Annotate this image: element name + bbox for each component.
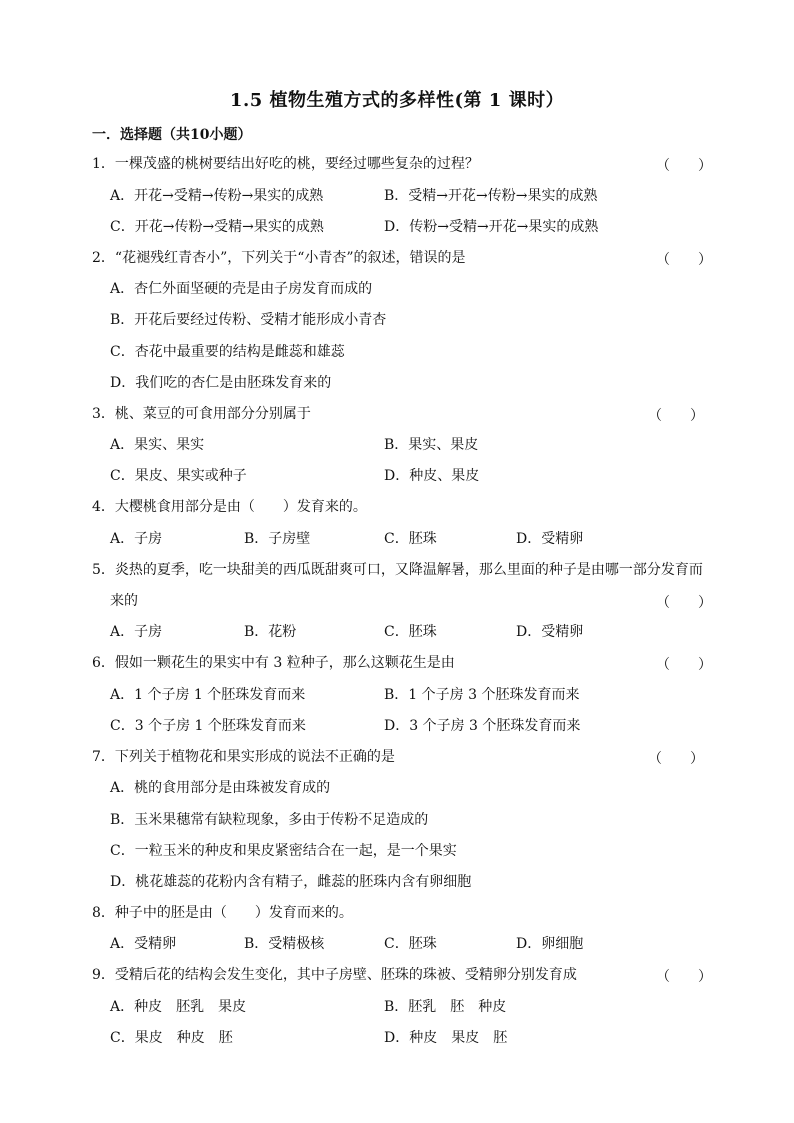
option-2a: A．杏仁外面坚硬的壳是由子房发育而成的	[110, 281, 373, 297]
option-9c: C．果皮 种皮 胚	[110, 1030, 233, 1046]
option-2d: D．我们吃的杏仁是由胚珠发育来的	[110, 375, 332, 391]
question-9-stem: 9．受精后花的结构会发生变化，其中子房壁、胚珠的珠被、受精卵分别发育成	[92, 967, 577, 983]
option-7b: B．玉米果穗常有缺粒现象，多由于传粉不足造成的	[110, 812, 429, 828]
question-8-stem: 8．种子中的胚是由（ ）发育而来的。	[92, 905, 353, 921]
option-5c: C．胚珠	[384, 624, 437, 640]
answer-blank-2: （ ）	[656, 252, 712, 268]
option-4a: A．子房	[110, 531, 163, 547]
option-4c: C．胚珠	[384, 531, 437, 547]
option-6a: A．1 个子房 1 个胚珠发育而来	[110, 687, 306, 703]
page-title: 1.5 植物生殖方式的多样性(第 1 课时）	[229, 90, 565, 111]
option-5a: A．子房	[110, 624, 163, 640]
option-2b: B．开花后要经过传粉、受精才能形成小青杏	[110, 312, 387, 328]
option-6b: B．1 个子房 3 个胚珠发育而来	[384, 687, 580, 703]
option-5d: D．受精卵	[516, 624, 584, 640]
option-5b: B．花粉	[244, 624, 297, 640]
option-3d: D．种皮、果皮	[384, 468, 480, 484]
option-7a: A．桃的食用部分是由珠被发育成的	[110, 780, 331, 796]
answer-blank-5: （ ）	[656, 595, 712, 611]
option-1d: D．传粉→受精→开花→果实的成熟	[384, 219, 599, 235]
option-1a: A．开花→受精→传粉→果实的成熟	[110, 188, 324, 204]
option-3c: C．果皮、果实或种子	[110, 468, 247, 484]
answer-blank-6: （ ）	[656, 657, 712, 673]
option-7d: D．桃花雄蕊的花粉内含有精子，雌蕊的胚珠内含有卵细胞	[110, 874, 472, 890]
question-7-stem: 7．下列关于植物花和果实形成的说法不正确的是	[92, 749, 395, 765]
option-2c: C．杏花中最重要的结构是雌蕊和雄蕊	[110, 344, 345, 360]
option-3a: A．果实、果实	[110, 437, 205, 453]
option-6d: D．3 个子房 3 个胚珠发育而来	[384, 718, 581, 734]
answer-blank-1: （ ）	[656, 158, 712, 174]
option-1b: B．受精→开花→传粉→果实的成熟	[384, 188, 598, 204]
option-8b: B．受精极核	[244, 936, 325, 952]
option-9a: A．种皮 胚乳 果皮	[110, 999, 247, 1015]
option-8a: A．受精卵	[110, 936, 177, 952]
question-3-stem: 3．桃、菜豆的可食用部分分别属于	[92, 406, 311, 422]
answer-blank-7: （ ）	[648, 751, 704, 767]
question-5-stem-continued: 来的	[110, 593, 138, 609]
answer-blank-3: （ ）	[648, 408, 704, 424]
option-9d: D．种皮 果皮 胚	[384, 1030, 508, 1046]
answer-blank-9: （ ）	[656, 969, 712, 985]
option-4d: D．受精卵	[516, 531, 584, 547]
option-8d: D．卵细胞	[516, 936, 584, 952]
option-9b: B．胚乳 胚 种皮	[384, 999, 507, 1015]
question-6-stem: 6．假如一颗花生的果实中有 3 粒种子，那么这颗花生是由	[92, 655, 455, 671]
option-1c: C．开花→传粉→受精→果实的成熟	[110, 219, 324, 235]
option-8c: C．胚珠	[384, 936, 437, 952]
section-heading: 一．选择题（共10小题）	[92, 127, 252, 143]
option-4b: B．子房壁	[244, 531, 311, 547]
question-4-stem: 4．大樱桃食用部分是由（ ）发育来的。	[92, 499, 367, 515]
option-3b: B．果实、果皮	[384, 437, 479, 453]
option-7c: C．一粒玉米的种皮和果皮紧密结合在一起，是一个果实	[110, 843, 457, 859]
question-1-stem: 1．一棵茂盛的桃树要结出好吃的桃，要经过哪些复杂的过程？	[92, 156, 479, 172]
option-6c: C．3 个子房 1 个胚珠发育而来	[110, 718, 306, 734]
question-5-stem: 5．炎热的夏季，吃一块甜美的西瓜既甜爽可口，又降温解暑，那么里面的种子是由哪一部分发育而	[92, 562, 703, 578]
question-2-stem: 2．“花褪残红青杏小”，下列关于“小青杏”的叙述，错误的是	[92, 250, 466, 266]
